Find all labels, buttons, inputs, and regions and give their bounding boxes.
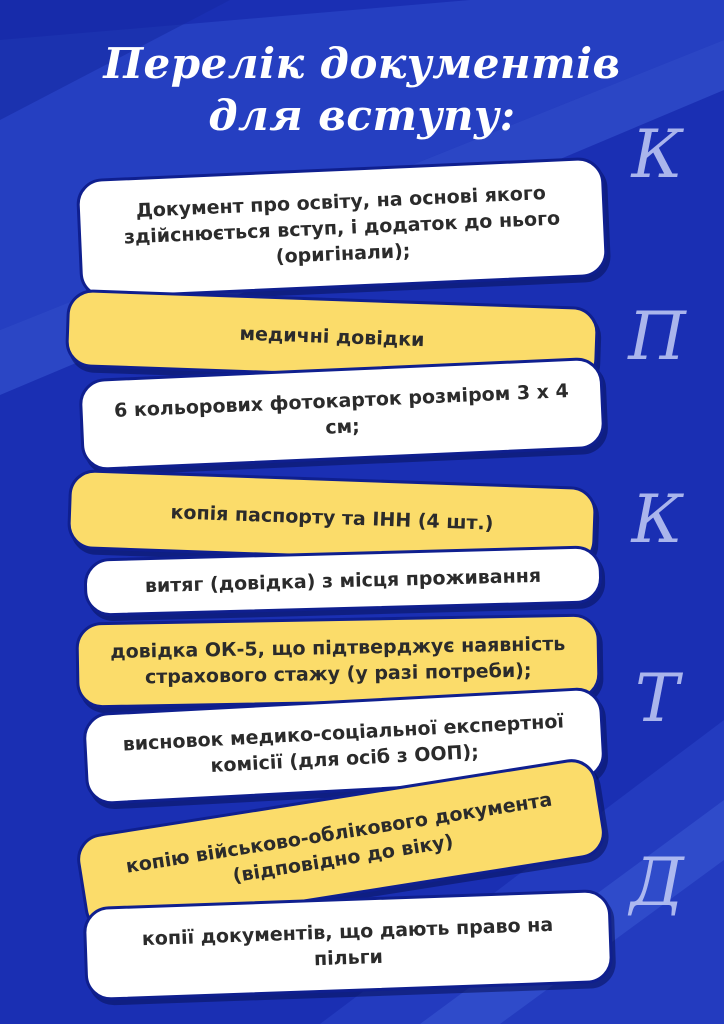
document-item-text: висновок медико-соціальної експертної комісії (для осіб з ООП); <box>122 710 565 777</box>
title-line-2: для вступу: <box>208 91 516 140</box>
document-item-text: витяг (довідка) з місця проживання <box>144 564 542 598</box>
document-item-text: медичні довідки <box>239 322 425 352</box>
document-item-text: довідка ОК-5, що підтверджує наявність страхового стажу (у разі потреби); <box>110 633 566 689</box>
document-item-text: Документ про освіту, на основі якого здійснюється вступ, і додаток до нього (оригінали); <box>123 182 561 268</box>
document-item-text: копія паспорту та ІНН (4 шт.) <box>170 501 494 535</box>
side-letter-d: Д <box>630 844 684 921</box>
side-letter-k2: К <box>631 481 683 558</box>
document-item-text: 6 кольорових фотокарток розміром 3 х 4 см; <box>113 380 570 439</box>
document-item-text: копії документів, що дають право на пільги <box>141 913 554 971</box>
side-letter-k1: К <box>631 116 683 193</box>
title-line-1: Перелік документів <box>103 39 621 88</box>
document-item-text: копію військово-облікового документа (відповідно до віку) <box>124 788 554 888</box>
document-item <box>83 889 614 1001</box>
page-title <box>0 38 724 142</box>
side-letter-p: П <box>628 298 686 375</box>
side-letter-t: Т <box>634 660 680 737</box>
document-item <box>76 157 609 300</box>
